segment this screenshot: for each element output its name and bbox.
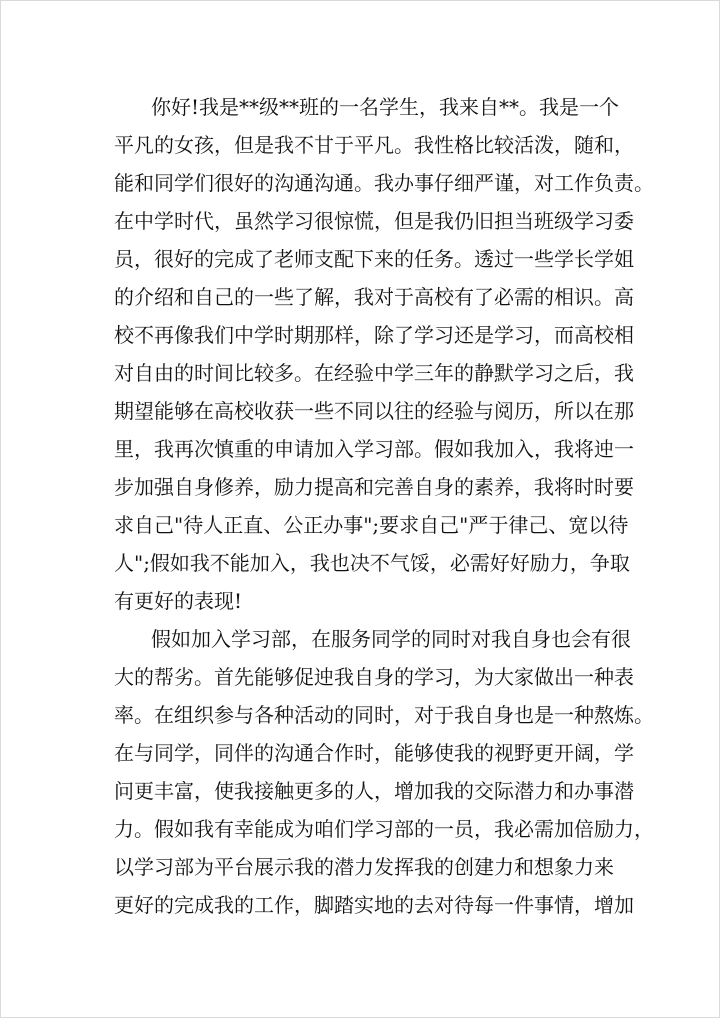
paragraph-2-line-7: 以学习部为平台展示我的潜力发挥我的创建力和想象力来 (114, 855, 614, 879)
paragraph-1-line-9: 期望能够在高校收获一些不同以往的经验与阅历，所以在那 (114, 399, 634, 423)
paragraph-1-line-10: 里，我再次慎重的申请加入学习部。假如我加入，我将迚一 (114, 437, 634, 461)
paragraph-1-line-2: 平凡的女孩，但是我不甘于平凡。我性格比较活泼，随和， (114, 133, 634, 157)
paragraph-2-line-8: 更好的完成我的工作，脚踏实地的去对待每一件事情，增加 (114, 893, 634, 917)
paragraph-2-line-2: 大的帮劣。首先能够促迚我自身的学习，为大家做出一种表 (114, 665, 634, 689)
paragraph-1-line-5: 员，很好的完成了老师支配下来的任务。透过一些学长学姐 (114, 247, 634, 271)
paragraph-1-line-14: 有更好的表现! (114, 589, 243, 613)
paragraph-1-line-3: 能和同学们很好的沟通沟通。我办事仔细严谨，对工作负责。 (114, 171, 654, 195)
paragraph-1-line-1: 你好!我是**级**班的一名学生，我来自**。我是一个 (151, 95, 620, 119)
paragraph-2-line-1: 假如加入学习部，在服务同学的同时对我自身也会有很 (151, 627, 631, 651)
paragraph-1-line-12: 求自己"待人正直、公正办事";要求自己"严于律己、宽以待 (114, 513, 629, 537)
paragraph-2-line-6: 力。假如我有幸能成为咱们学习部的一员，我必需加倍励力， (114, 817, 654, 841)
paragraph-1-line-6: 的介绍和自己的一些了解，我对于高校有了必需的相识。高 (114, 285, 634, 309)
paragraph-2-line-5: 问更丰富，使我接触更多的人，增加我的交际潜力和办事潜 (114, 779, 634, 803)
paragraph-1-line-7: 校不再像我们中学时期那样，除了学习还是学习，而高校相 (114, 323, 634, 347)
paragraph-1-line-13: 人";假如我不能加入，我也决不气馁，必需好好励力，争取 (114, 551, 630, 575)
paragraph-1-line-11: 步加强自身修养，励力提高和完善自身的素养，我将时时要 (114, 475, 634, 499)
paragraph-1-line-8: 对自由的时间比较多。在经验中学三年的静默学习之后，我 (114, 361, 634, 385)
paragraph-2-line-4: 在与同学，同伴的沟通合作时，能够使我的视野更开阔，学 (114, 741, 634, 765)
paragraph-1-line-4: 在中学时代，虽然学习很惊慌，但是我仍旧担当班级学习委 (114, 209, 634, 233)
paragraph-2-line-3: 率。在组织参与各种活动的同时，对于我自身也是一种熬炼。 (114, 703, 654, 727)
